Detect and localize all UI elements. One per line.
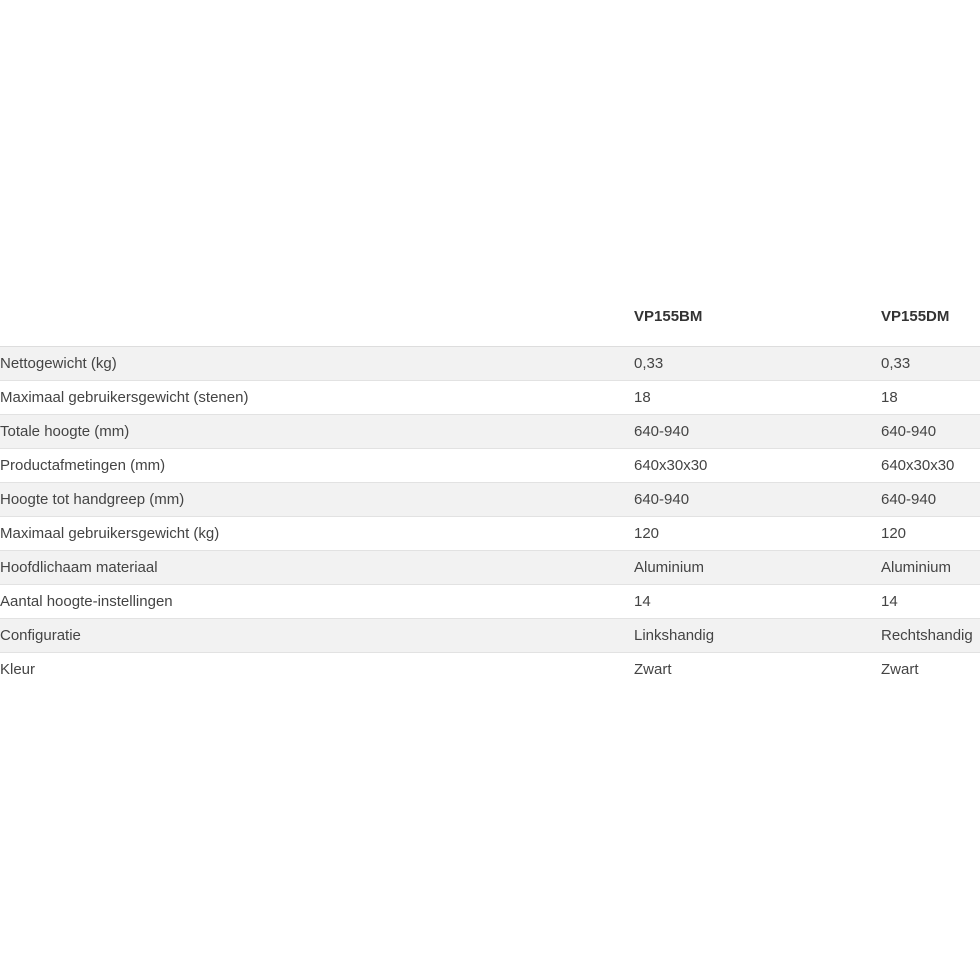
table-row bbox=[0, 449, 980, 483]
row-label: Maximaal gebruikersgewicht (kg) bbox=[0, 517, 634, 551]
row-value-b: 14 bbox=[881, 585, 980, 619]
row-label: Hoogte tot handgreep (mm) bbox=[0, 483, 634, 517]
row-label: Aantal hoogte-instellingen bbox=[0, 585, 634, 619]
row-label: Hoofdlichaam materiaal bbox=[0, 551, 634, 585]
header-model-a: VP155BM bbox=[634, 286, 881, 347]
table-row bbox=[0, 653, 980, 687]
row-label: Maximaal gebruikersgewicht (stenen) bbox=[0, 381, 634, 415]
header-label-cell bbox=[0, 286, 634, 347]
table-header-row bbox=[0, 286, 980, 347]
row-value-a: 120 bbox=[634, 517, 881, 551]
row-value-a: Linkshandig bbox=[634, 619, 881, 653]
row-value-a: 640x30x30 bbox=[634, 449, 881, 483]
row-value-a: 640-940 bbox=[634, 483, 881, 517]
row-value-b: 640x30x30 bbox=[881, 449, 980, 483]
table-row bbox=[0, 381, 980, 415]
row-label: Productafmetingen (mm) bbox=[0, 449, 634, 483]
spec-comparison-table bbox=[0, 286, 980, 686]
row-value-b: Rechtshandig bbox=[881, 619, 980, 653]
row-value-b: 640-940 bbox=[881, 415, 980, 449]
row-value-b: 120 bbox=[881, 517, 980, 551]
table-row bbox=[0, 619, 980, 653]
header-model-b: VP155DM bbox=[881, 286, 980, 347]
table-row bbox=[0, 483, 980, 517]
row-value-a: 0,33 bbox=[634, 347, 881, 381]
row-value-a: 640-940 bbox=[634, 415, 881, 449]
row-value-a: Aluminium bbox=[634, 551, 881, 585]
row-value-b: 18 bbox=[881, 381, 980, 415]
row-label: Kleur bbox=[0, 653, 634, 687]
row-value-b: Aluminium bbox=[881, 551, 980, 585]
row-value-a: 14 bbox=[634, 585, 881, 619]
row-label: Nettogewicht (kg) bbox=[0, 347, 634, 381]
row-label: Totale hoogte (mm) bbox=[0, 415, 634, 449]
row-value-a: Zwart bbox=[634, 653, 881, 687]
table-row bbox=[0, 551, 980, 585]
row-value-b: 640-940 bbox=[881, 483, 980, 517]
row-value-a: 18 bbox=[634, 381, 881, 415]
table-row bbox=[0, 347, 980, 381]
row-value-b: Zwart bbox=[881, 653, 980, 687]
row-label: Configuratie bbox=[0, 619, 634, 653]
table-row bbox=[0, 415, 980, 449]
row-value-b: 0,33 bbox=[881, 347, 980, 381]
table-row bbox=[0, 517, 980, 551]
table-row bbox=[0, 585, 980, 619]
